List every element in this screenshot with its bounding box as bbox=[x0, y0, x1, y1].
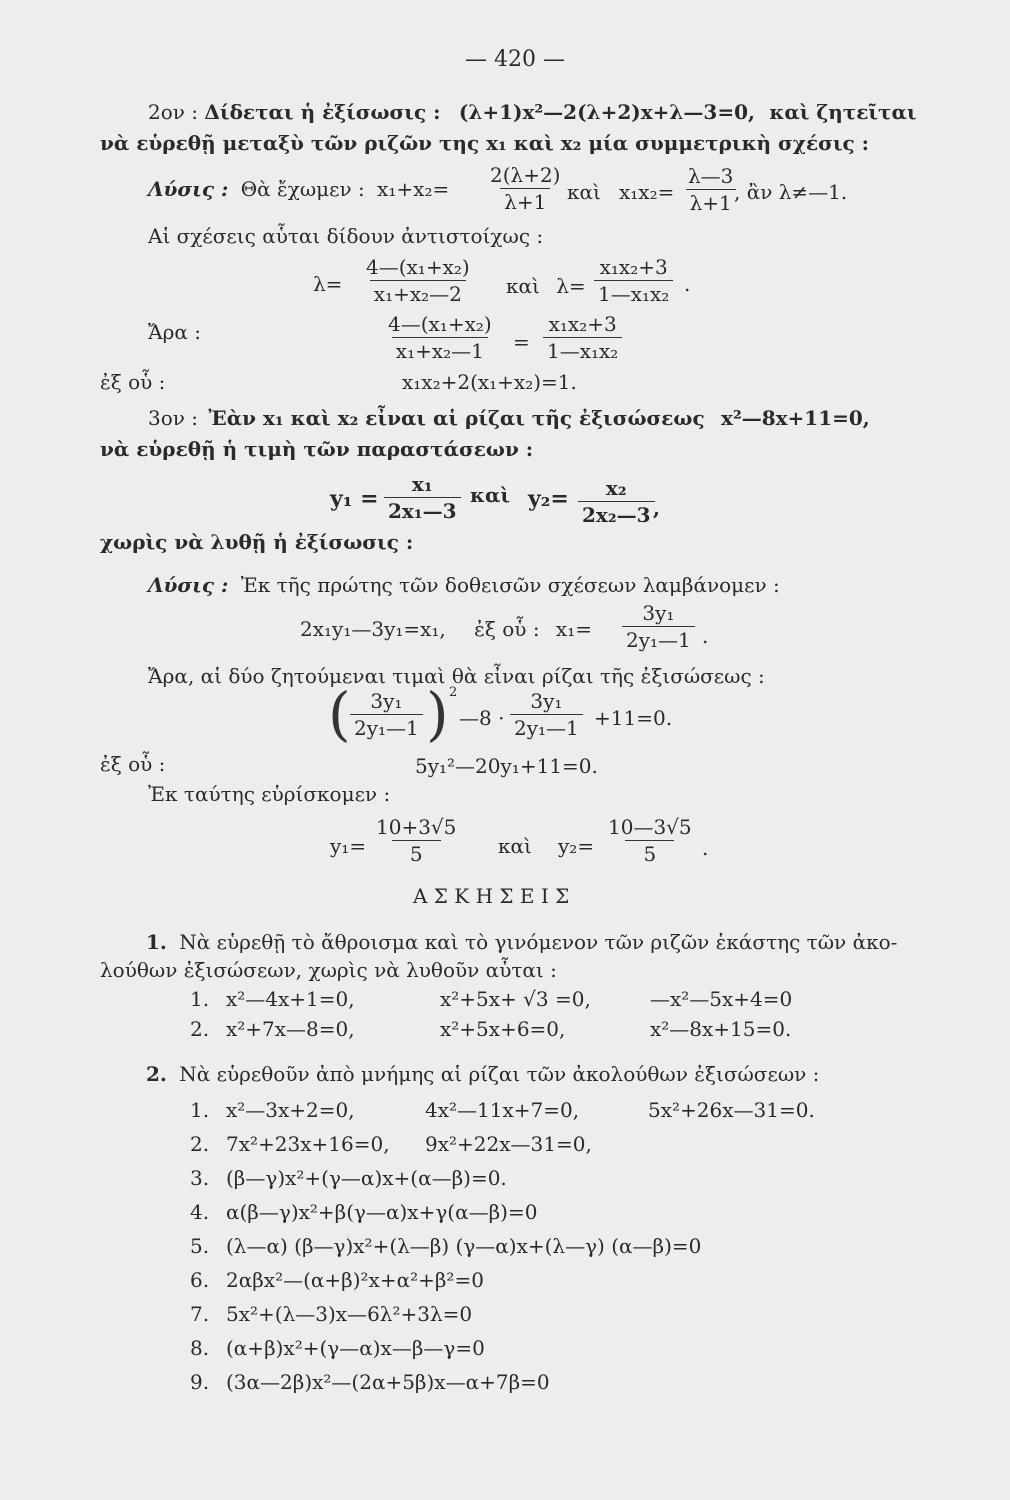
lambda-condition: , ἂν λ≠—1. bbox=[734, 180, 848, 204]
lambda-2-numerator: x₁x₂+3 bbox=[599, 255, 668, 279]
y1-denominator: 2x₁—3 bbox=[384, 497, 461, 522]
y2-fraction bbox=[578, 477, 655, 526]
sol2-fraction bbox=[604, 816, 696, 865]
kai-4: καὶ bbox=[498, 834, 532, 858]
ex-ou-label-1: ἐξ οὗ : bbox=[100, 370, 166, 394]
kai-1: καὶ bbox=[567, 180, 601, 204]
squared-fraction bbox=[350, 690, 423, 739]
from-this-text: Ἐκ ταύτης εὑρίσκομεν : bbox=[148, 782, 391, 806]
y2-comma: , bbox=[653, 496, 660, 520]
sol1-numerator: 10+3√5 bbox=[376, 815, 457, 839]
exercise-1-number: 1. bbox=[146, 930, 167, 954]
exercise-equation: 5x²+26x—31=0. bbox=[648, 1098, 815, 1122]
squared-denominator: 2y₁—1 bbox=[350, 714, 423, 739]
x1-lhs: x₁= bbox=[555, 617, 592, 641]
problem-2-equation: (λ+1)x²—2(λ+2)x+λ—3=0, bbox=[458, 100, 755, 124]
sol2-denominator: 5 bbox=[625, 840, 674, 865]
equality-left-denominator: x₁+x₂—1 bbox=[392, 337, 488, 362]
prod-numerator: λ—3 bbox=[688, 164, 734, 188]
equals-sign: = bbox=[513, 330, 530, 354]
exercise-item-number: 6. bbox=[190, 1268, 210, 1292]
exercise-2-text: Νὰ εὑρεθοῦν ἀπὸ μνήμης αἱ ρίζαι τῶν ἀκολούθων ἐξισώσεων : bbox=[179, 1062, 820, 1086]
prod-fraction bbox=[684, 165, 737, 214]
problem-3-line-1 bbox=[148, 406, 870, 430]
square-exponent: 2 bbox=[449, 685, 458, 700]
x1-dot: . bbox=[702, 624, 709, 648]
linear-numerator: 3y₁ bbox=[530, 689, 563, 713]
exercise-equation: x²—3x+2=0, bbox=[226, 1098, 355, 1122]
exercise-2-number: 2. bbox=[146, 1062, 167, 1086]
sum-lhs: x₁+x₂= bbox=[377, 177, 450, 201]
relation-eq1: 2x₁y₁—3y₁=x₁, bbox=[300, 617, 446, 641]
x1-numerator: 3y₁ bbox=[642, 601, 675, 625]
plus-eleven: +11=0. bbox=[594, 706, 673, 730]
equality-fraction-right bbox=[543, 313, 622, 362]
problem-2-text-end: καὶ ζητεῖται bbox=[769, 100, 917, 124]
y2-numerator: x₂ bbox=[605, 476, 627, 500]
equality-fraction-left bbox=[384, 313, 496, 362]
ara-roots-text: Ἄρα, αἱ δύο ζητούμεναι τιμαὶ θὰ εἶναι ρίζαι τῆς ἐξισώσεως : bbox=[148, 664, 765, 688]
prod-denominator: λ+1 bbox=[686, 189, 736, 214]
lambda-1-denominator: x₁+x₂—2 bbox=[370, 280, 466, 305]
exercise-equation: α(β—γ)x²+β(γ—α)x+γ(α—β)=0 bbox=[226, 1200, 538, 1224]
lambda-lhs: λ= bbox=[313, 272, 343, 296]
problem-3-line-2: νὰ εὑρεθῇ ἡ τιμὴ τῶν παραστάσεων : bbox=[100, 437, 534, 461]
ex-ou-label-2: ἐξ οὗ : bbox=[100, 752, 166, 776]
equality-right-numerator: x₁x₂+3 bbox=[548, 312, 617, 336]
exercise-equation: —x²—5x+4=0 bbox=[650, 987, 793, 1011]
lambda-fraction-2 bbox=[594, 256, 673, 305]
sol1-fraction bbox=[372, 816, 460, 865]
y2-lhs: y₂= bbox=[528, 486, 569, 512]
y1-numerator: x₁ bbox=[411, 472, 433, 496]
exercises-heading: Α Σ Κ Η Σ Ε Ι Σ bbox=[413, 884, 570, 908]
kai-2: καὶ bbox=[506, 274, 540, 298]
problem-2-label: 2ον : bbox=[148, 100, 199, 124]
exercise-equation: (λ—α) (β—γ)x²+(λ—β) (γ—α)x+(λ—γ) (α—β)=0 bbox=[226, 1234, 702, 1258]
linear-denominator: 2y₁—1 bbox=[510, 714, 583, 739]
sol2-lhs: y₂= bbox=[558, 834, 595, 858]
lambda-1-numerator: 4—(x₁+x₂) bbox=[366, 255, 470, 279]
paren-close: ) bbox=[426, 680, 449, 748]
x1-fraction bbox=[622, 602, 695, 651]
problem-2-solution bbox=[148, 177, 449, 201]
equality-left-numerator: 4—(x₁+x₂) bbox=[388, 312, 492, 336]
ex-ou-inline: ἐξ οὗ : bbox=[474, 617, 540, 641]
problem-2-text: Δίδεται ἡ ἐξίσωσις : bbox=[204, 100, 441, 124]
lambda-lhs-2: λ= bbox=[556, 274, 586, 298]
sum-numerator: 2(λ+2) bbox=[490, 163, 561, 187]
lambda-2-denominator: 1—x₁x₂ bbox=[594, 280, 673, 305]
exercise-equation: (β—γ)x²+(γ—α)x+(α—β)=0. bbox=[226, 1166, 507, 1190]
exercise-item-number: 3. bbox=[190, 1166, 210, 1190]
solution-label: Λύσις : bbox=[148, 177, 229, 201]
problem-3-solution-line bbox=[148, 573, 780, 597]
exercise-equation: x²+5x+6=0, bbox=[440, 1017, 566, 1041]
sum-denominator: λ+1 bbox=[500, 188, 550, 213]
quadratic-in-y: 5y₁²—20y₁+11=0. bbox=[415, 754, 598, 778]
problem-3-text: Ἐὰν x₁ καὶ x₂ εἶναι αἱ ρίζαι τῆς ἐξισώσεως bbox=[208, 406, 705, 430]
exercise-equation: x²+5x+ √3 =0, bbox=[440, 987, 591, 1011]
solution-label-2: Λύσις : bbox=[148, 573, 229, 597]
relation-equation bbox=[300, 617, 592, 641]
exercise-equation: 7x²+23x+16=0, bbox=[226, 1132, 390, 1156]
ara-label: Ἄρα : bbox=[148, 320, 202, 344]
problem-2-result: x₁x₂+2(x₁+x₂)=1. bbox=[402, 370, 577, 394]
problem-2-line-2: νὰ εὑρεθῇ μεταξὺ τῶν ριζῶν της x₁ καὶ x₂ μία συμμετρικὴ σχέσις : bbox=[100, 131, 870, 155]
first-relation-text: Ἐκ τῆς πρώτης τῶν δοθεισῶν σχέσεων λαμβάνομεν : bbox=[240, 573, 780, 597]
exercise-item-number: 1. bbox=[190, 987, 210, 1011]
sol1-lhs: y₁= bbox=[330, 834, 367, 858]
exercise-item-number: 8. bbox=[190, 1336, 210, 1360]
exercise-2-line bbox=[146, 1062, 819, 1086]
equality-right-denominator: 1—x₁x₂ bbox=[543, 337, 622, 362]
y2-denominator: 2x₂—3 bbox=[578, 501, 655, 526]
exercise-equation: 2αβx²—(α+β)²x+α²+β²=0 bbox=[226, 1268, 484, 1292]
kai-lambda-line bbox=[506, 274, 586, 298]
relations-text: Αἱ σχέσεις αὗται δίδουν ἀντιστοίχως : bbox=[148, 224, 544, 248]
problem-3-equation: x²—8x+11=0, bbox=[721, 406, 870, 430]
exercise-1-line-2: λούθων ἐξισώσεων, χωρὶς νὰ λυθοῦν αὗται : bbox=[100, 958, 557, 982]
x1-denominator: 2y₁—1 bbox=[622, 626, 695, 651]
exercise-1-text: Νὰ εὑρεθῇ τὸ ἄθροισμα καὶ τὸ γινόμενον τῶν ριζῶν ἑκάστης τῶν ἀκο- bbox=[179, 930, 898, 954]
kai-3: καὶ bbox=[470, 483, 511, 507]
problem-3-label: 3ον : bbox=[148, 406, 199, 430]
exercise-equation: 5x²+(λ—3)x—6λ²+3λ=0 bbox=[226, 1302, 473, 1326]
y1-fraction bbox=[384, 473, 461, 522]
lambda-dot: . bbox=[684, 272, 691, 296]
exercise-equation: x²—4x+1=0, bbox=[226, 987, 355, 1011]
sol2-dot: . bbox=[702, 836, 709, 860]
exercise-item-number: 4. bbox=[190, 1200, 210, 1224]
we-have-text: Θὰ ἔχωμεν : bbox=[240, 177, 365, 201]
exercise-item-number: 2. bbox=[190, 1017, 210, 1041]
exercise-item-number: 2. bbox=[190, 1132, 210, 1156]
exercise-1-line-1 bbox=[146, 930, 897, 954]
exercise-item-number: 7. bbox=[190, 1302, 210, 1326]
sum-fraction bbox=[486, 164, 565, 213]
without-solving-text: χωρὶς νὰ λυθῇ ἡ ἐξίσωσις : bbox=[100, 530, 414, 554]
exercise-item-number: 1. bbox=[190, 1098, 210, 1122]
page-number: — 420 — bbox=[465, 47, 565, 72]
exercise-equation: (3α—2β)x²—(2α+5β)x—α+7β=0 bbox=[226, 1370, 550, 1394]
minus-eight: —8 · bbox=[459, 706, 505, 730]
prod-lhs: x₁x₂= bbox=[619, 180, 675, 204]
exercise-item-number: 9. bbox=[190, 1370, 210, 1394]
sol2-numerator: 10—3√5 bbox=[608, 815, 692, 839]
squared-numerator: 3y₁ bbox=[370, 689, 403, 713]
problem-2-line-1 bbox=[148, 100, 917, 124]
exercise-item-number: 5. bbox=[190, 1234, 210, 1258]
exercise-equation: x²—8x+15=0. bbox=[650, 1017, 792, 1041]
exercise-equation: (α+β)x²+(γ—α)x—β—γ=0 bbox=[226, 1336, 485, 1360]
paren-open: ( bbox=[328, 680, 351, 748]
exercise-equation: 9x²+22x—31=0, bbox=[425, 1132, 592, 1156]
exercise-equation: 4x²—11x+7=0, bbox=[425, 1098, 580, 1122]
y1-lhs: y₁ = bbox=[330, 486, 379, 512]
lambda-fraction-1 bbox=[362, 256, 474, 305]
sol1-denominator: 5 bbox=[392, 840, 441, 865]
linear-fraction bbox=[510, 690, 583, 739]
exercise-equation: x²+7x—8=0, bbox=[226, 1017, 355, 1041]
